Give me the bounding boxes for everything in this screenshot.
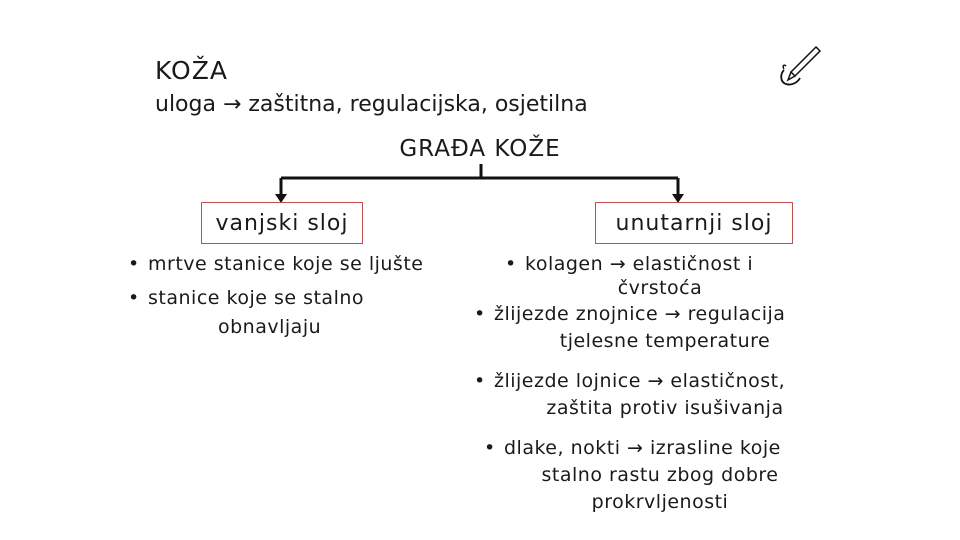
outer-layer-box: vanjski sloj [201,202,363,244]
list-item: • kolagen → elastičnost i [505,253,754,275]
list-item-continuation: stalno rastu zbog dobre [541,464,779,486]
list-item: • žlijezde znojnice → regulacija [474,303,786,325]
list-item-continuation: zaštita protiv isušivanja [546,397,784,419]
subtitle: uloga → zaštitna, regulacijska, osjetilna [155,92,588,117]
inner-layer-box: unutarnji sloj [595,202,793,244]
diagram-heading: GRAĐA KOŽE [399,136,561,162]
list-item-continuation: prokrvljenosti [591,491,729,513]
list-item-continuation: obnavljaju [218,316,322,338]
list-item: • stanice koje se stalno [128,287,365,309]
list-item: • dlake, nokti → izrasline koje [484,437,781,459]
list-item: • žlijezde lojnice → elastičnost, [474,370,786,392]
list-item: • mrtve stanice koje se ljušte [128,253,424,275]
page-title: KOŽA [155,56,228,85]
list-item-continuation: čvrstoća [617,277,703,299]
list-item-continuation: tjelesne temperature [559,330,771,352]
